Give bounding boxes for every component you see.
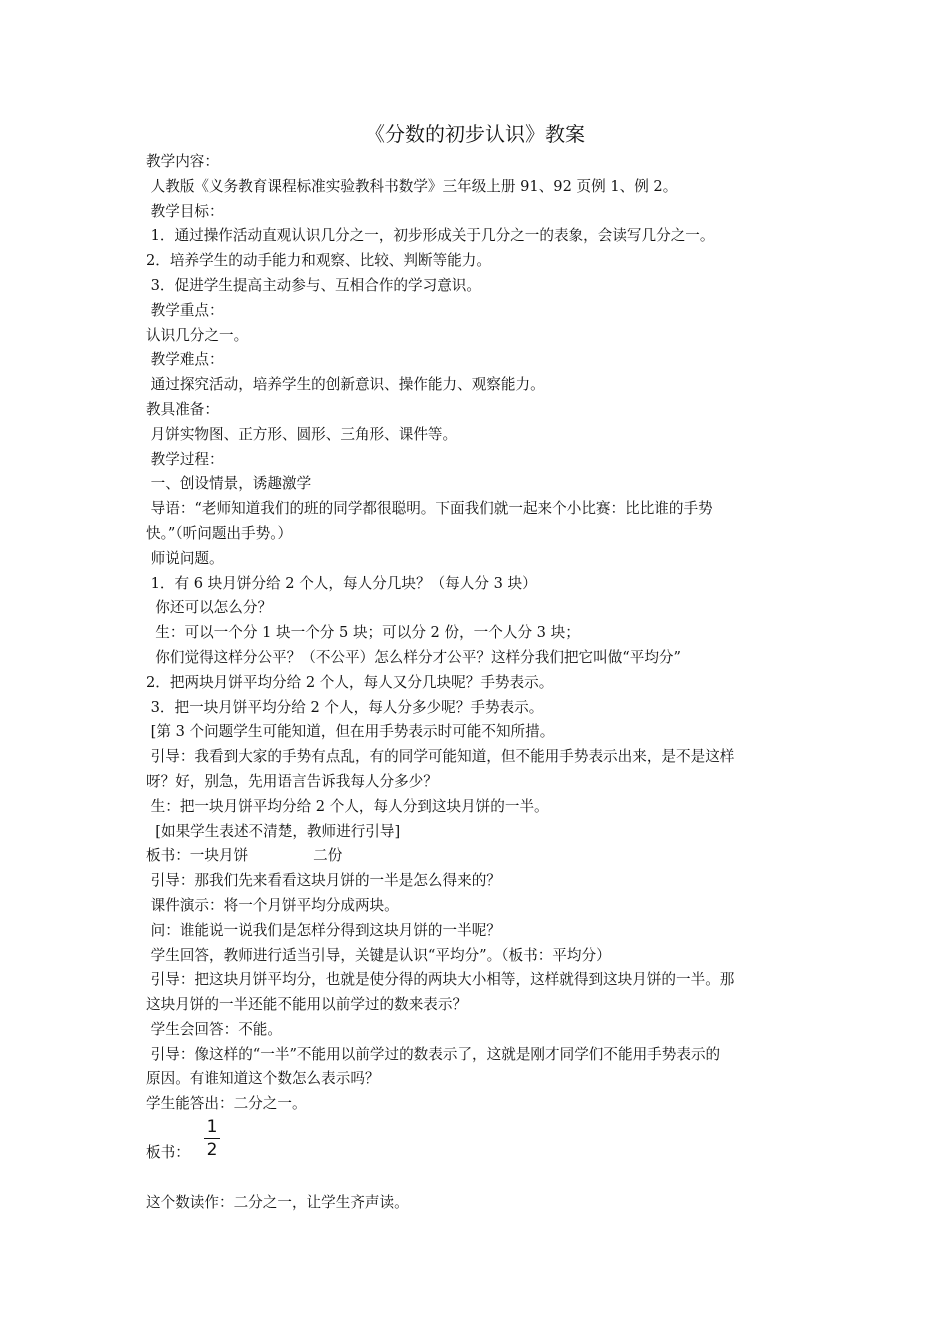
text-line: 你还可以怎么分？ [146, 599, 273, 617]
text-line: 月饼实物图、正方形、圆形、三角形、课件等。 [146, 425, 458, 443]
text-line: 呀？好，别急，先用语言告诉我每人分多少？ [146, 772, 438, 790]
text-line: 学生能答出：二分之一。 [146, 1095, 307, 1113]
text-line: 1．有 6 块月饼分给 2 个人，每人分几块？（每人分 3 块） [146, 574, 537, 592]
text-line: 教学难点： [146, 351, 224, 369]
text-line: 学生会回答：不能。 [146, 1020, 282, 1038]
document-title: 《分数的初步认识》教案 [365, 122, 585, 146]
text-line: 一、创设情景，诱趣激学 [146, 475, 312, 493]
text-line: 原因。有谁知道这个数怎么表示吗？ [146, 1070, 380, 1088]
text-line: 问：谁能说一说我们是怎样分得到这块月饼的一半呢？ [146, 921, 501, 939]
text-line: 你们觉得这样分公平？（不公平）怎么样分才公平？这样分我们把它叫做“平均分” [146, 648, 681, 666]
text-line: 通过探究活动，培养学生的创新意识、操作能力、观察能力。 [146, 376, 545, 394]
text-line: [第 3 个问题学生可能知道，但在用手势表示时可能不知所措。 [146, 723, 555, 741]
text-line: 教学目标： [146, 202, 224, 220]
text-line: 生：可以一个分 1 块一个分 5 块；可以分 2 份，一个人分 3 块； [146, 624, 580, 642]
text-line: 快。”（听问题出手势。） [146, 524, 293, 542]
text-line: 生：把一块月饼平均分给 2 个人，每人分到这块月饼的一半。 [146, 797, 549, 815]
text-line: 导语：“老师知道我们的班的同学都很聪明。下面我们就一起来个小比赛：比比谁的手势 [146, 500, 713, 518]
text-line: 引导：我看到大家的手势有点乱，有的同学可能知道，但不能用手势表示出来，是不是这样 [146, 748, 735, 766]
text-line: 引导：那我们先来看看这块月饼的一半是怎么得来的？ [146, 872, 501, 890]
text-line: 2．培养学生的动手能力和观察、比较、判断等能力。 [146, 252, 491, 270]
text-line: 2．把两块月饼平均分给 2 个人，每人又分几块呢？手势表示。 [146, 673, 554, 691]
fraction-row [146, 1117, 811, 1167]
fraction-denominator: 2 [206, 1140, 218, 1161]
text-line: 引导：把这块月饼平均分，也就是使分得的两块大小相等，这样就得到这块月饼的一半。那 [146, 971, 735, 989]
fraction-numerator: 1 [206, 1117, 218, 1138]
document-body [146, 150, 811, 1216]
fraction-label: 板书： [146, 1144, 190, 1162]
text-line: 教具准备： [146, 400, 219, 418]
text-line: 教学重点： [146, 301, 224, 319]
text-line: 引导：像这样的“一半”不能用以前学过的数表示了，这就是刚才同学们不能用手势表示的 [146, 1045, 721, 1063]
text-line: 教学内容： [146, 153, 219, 170]
fraction-bar [204, 1138, 220, 1139]
text-line: 这块月饼的一半还能不能用以前学过的数来表示？ [146, 996, 468, 1014]
text-line: 认识几分之一。 [146, 326, 249, 344]
text-lines [146, 150, 811, 1117]
text-line: 课件演示：将一个月饼平均分成两块。 [146, 896, 399, 914]
text-line: 人教版《义务教育课程标准实验教科书数学》三年级上册 91、92 页例 1、例 2。 [146, 177, 678, 195]
text-line: [如果学生表述不清楚，教师进行引导] [146, 822, 401, 840]
fraction-one-half [204, 1117, 220, 1160]
text-line: 3．促进学生提高主动参与、互相合作的学习意识。 [146, 276, 481, 294]
text-line: 3．把一块月饼平均分给 2 个人，每人分多少呢？手势表示。 [146, 698, 544, 716]
text-line: 板书：一块月饼 二份 [146, 847, 343, 865]
text-line: 师说问题。 [146, 549, 224, 567]
text-line: 学生回答，教师进行适当引导，关键是认识“平均分”。（板书：平均分） [146, 946, 611, 964]
text-line: 1．通过操作活动直观认识几分之一，初步形成关于几分之一的表象，会读写几分之一。 [146, 227, 715, 245]
closing-line: 这个数读作：二分之一，让学生齐声读。 [146, 1194, 409, 1212]
text-line: 教学过程： [146, 450, 224, 468]
